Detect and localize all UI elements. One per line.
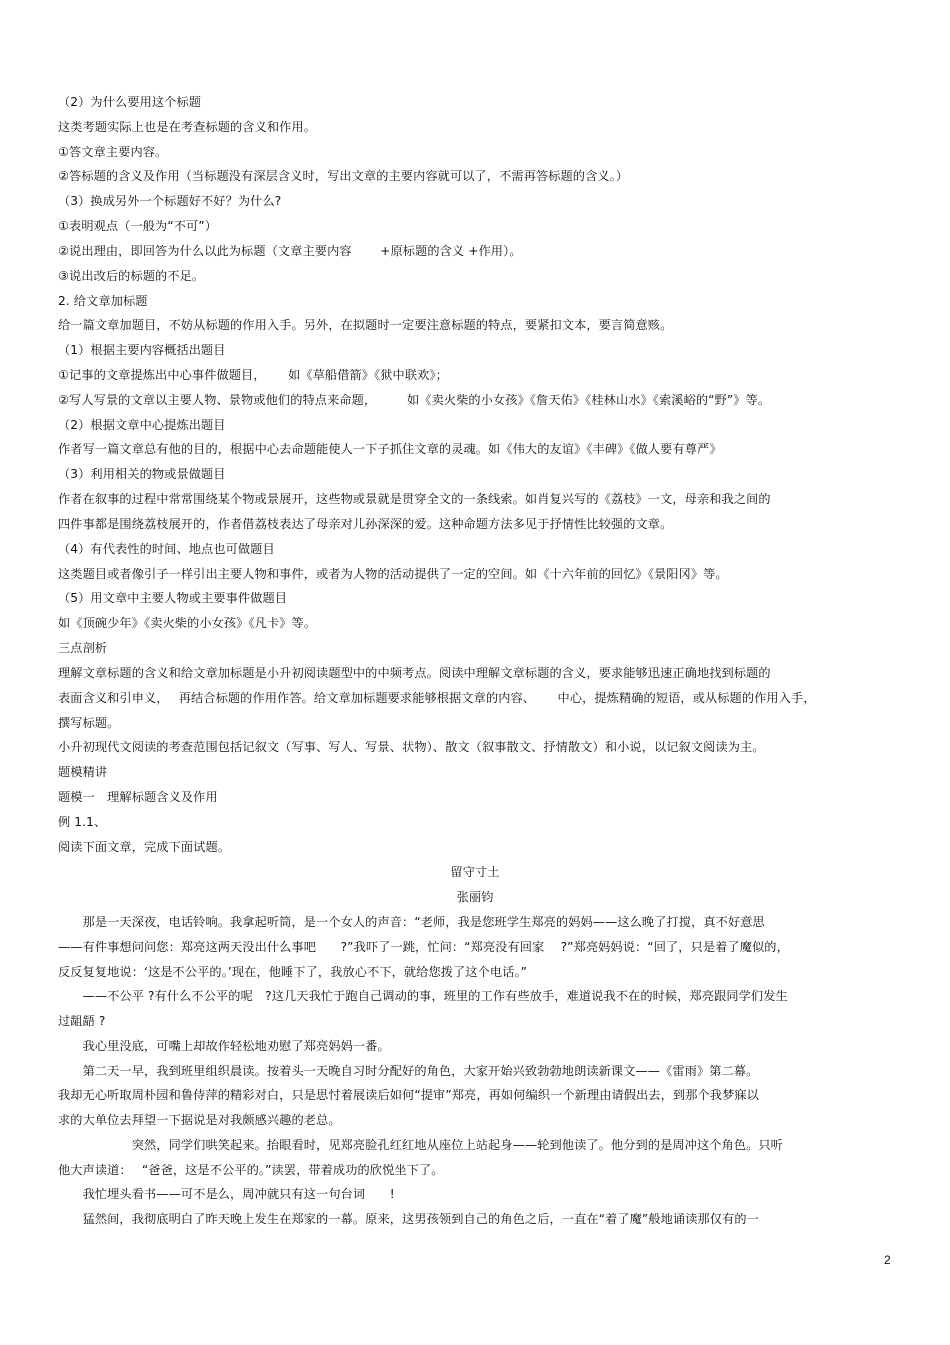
text-line: 表面含义和引申义， 再结合标题的作用作答。给文章加标题要求能够根据文章的内容、 中心，提炼精确的短语，或从标题的作用入手， bbox=[58, 690, 816, 705]
text-line: 四件事都是围绕荔枝展开的，作者借荔枝表达了母亲对儿孙深深的爱。这种命题方法多见于抒情性比较强的文章。 bbox=[58, 516, 673, 531]
article-line: 那是一天深夜，电话铃响。我拿起听筒，是一个女人的声音：“老师，我是您班学生郑亮的妈妈——这么晚了打搅，真不好意思 bbox=[58, 915, 765, 929]
text-line: （2）为什么要用这个标题 bbox=[58, 95, 202, 109]
article-line: 求的大单位去拜望一下据说是对我颇感兴趣的老总。 bbox=[58, 1113, 341, 1127]
text-line: （4）有代表性的时间、地点也可做题目 bbox=[58, 541, 275, 556]
text-line: ①表明观点（一般为“不可”） bbox=[58, 219, 218, 234]
text-line: 题模精讲 bbox=[58, 765, 108, 780]
article-line: ——不公平 ?有什么不公平的呢 ?这几天我忙于跑自己调动的事，班里的工作有些放手，难道说我不在的时候，郑亮跟同学们发生 bbox=[58, 989, 788, 1004]
text-line: 如《顶碗少年》《卖火柴的小女孩》《凡卡》等。 bbox=[58, 616, 317, 631]
text-line: 例 1.1、 bbox=[58, 814, 107, 829]
text-line: ②写人写景的文章以主要人物、景物或他们的特点来命题， 如《卖火柴的小女孩》《詹天佑》《桂林山水》《索溪峪的“野”》等。 bbox=[58, 392, 771, 407]
article-line: 我却无心听取周朴园和鲁侍萍的精彩对白，只是思忖着展读后如何“提审”郑亮，再如何编织一个新理由请假出去，到那个我梦寐以 bbox=[58, 1088, 759, 1103]
text-line: 阅读下面文章，完成下面试题。 bbox=[58, 839, 231, 854]
text-line: 三点剖析 bbox=[58, 641, 108, 656]
article-line: 他大声读道： “爸爸，这是不公平的。”读罢，带着成功的欣悦坐下了。 bbox=[58, 1162, 444, 1177]
article-line: 猛然间，我彻底明白了昨天晚上发生在郑家的一幕。原来，这男孩领到自己的角色之后，一直在“着了魔”般地诵读那仅有的一 bbox=[58, 1212, 759, 1226]
text-line: （1）根据主要内容概括出题目 bbox=[58, 343, 226, 358]
article-line: 过龃龉 ? bbox=[58, 1014, 106, 1028]
text-line: 小升初现代文阅读的考查范围包括记叙文（写事、写人、写景、状物）、散文（叙事散文、抒情散文）和小说，以记叙文阅读为主。 bbox=[58, 740, 765, 755]
text-line: 2. 给文章加标题 bbox=[58, 293, 148, 308]
text-line: 这类题目或者像引子一样引出主要人物和事件，或者为人物的活动提供了一定的空间。如《十六年前的回忆》《景阳冈》等。 bbox=[58, 566, 728, 581]
article-title: 留守寸土 bbox=[450, 865, 500, 879]
text-line: （5）用文章中主要人物或主要事件做题目 bbox=[58, 591, 288, 606]
text-line: （3）换成另外一个标题好不好？为什么? bbox=[58, 194, 282, 209]
article-line: 突然，同学们哄笑起来。抬眼看时，见郑亮脸孔红红地从座位上站起身——轮到他读了。他分到的是周冲这个角色。只听 bbox=[58, 1137, 783, 1152]
article-line: 反反复复地说：‘这是不公平的。’现在，他睡下了，我放心不下，就给您拨了这个电话。” bbox=[58, 964, 528, 979]
text-line: 这类考题实际上也是在考查标题的含义和作用。 bbox=[58, 119, 317, 134]
text-line: ②说出理由，即回答为什么以此为标题（文章主要内容 +原标题的含义 +作用）。 bbox=[58, 243, 522, 258]
text-line: 撰写标题。 bbox=[58, 715, 120, 730]
text-line: 题模一 理解标题含义及作用 bbox=[58, 789, 218, 804]
text-line: （3）利用相关的物或景做题目 bbox=[58, 467, 226, 482]
text-line: ③说出改后的标题的不足。 bbox=[58, 268, 205, 283]
text-line: ①记事的文章提炼出中心事件做题目， 如《草船借箭》《狱中联欢》； bbox=[58, 368, 448, 383]
text-line: 理解文章标题的含义和给文章加标题是小升初阅读题型中的中频考点。阅读中理解文章标题的含义，要求能够迅速正确地找到标题的 bbox=[58, 665, 771, 680]
article-author: 张丽钧 bbox=[456, 890, 494, 904]
text-line: ①答文章主要内容。 bbox=[58, 144, 168, 159]
text-line: 作者写一篇文章总有他的目的，根据中心去命题能使人一下子抓住文章的灵魂。如《伟大的友谊》《丰碑》《做人要有尊严》 bbox=[58, 442, 722, 457]
article-line: ——有件事想问问您：郑亮这两天没出什么事吧 ?”我吓了一跳，忙问：“郑亮没有回家 ?”郑亮妈妈说：“回了，只是着了魔似的， bbox=[58, 939, 789, 954]
article-line: 第二天一早，我到班里组织晨读。按着头一天晚自习时分配好的角色，大家开始兴致勃勃地朗读新课文——《雷雨》第二幕。 bbox=[58, 1063, 759, 1078]
text-line: （2）根据文章中心提炼出题目 bbox=[58, 417, 226, 432]
page-number: 2 bbox=[884, 1253, 891, 1267]
text-line: ②答标题的含义及作用（当标题没有深层含义时，写出文章的主要内容就可以了，不需再答标题的含义。） bbox=[58, 169, 629, 184]
article-line: 我心里没底，可嘴上却故作轻松地劝慰了郑亮妈妈一番。 bbox=[58, 1038, 390, 1053]
text-line: 作者在叙事的过程中常常围绕某个物或景展开，这些物或景就是贯穿全文的一条线索。如肖复兴写的《荔枝》一文，母亲和我之间的 bbox=[58, 492, 771, 507]
article-line: 我忙埋头看书——可不是么，周冲就只有这一句台词 ! bbox=[58, 1187, 395, 1202]
text-line: 给一篇文章加题目，不妨从标题的作用入手。另外，在拟题时一定要注意标题的特点，要紧扣文本，要言简意赅。 bbox=[58, 318, 673, 333]
